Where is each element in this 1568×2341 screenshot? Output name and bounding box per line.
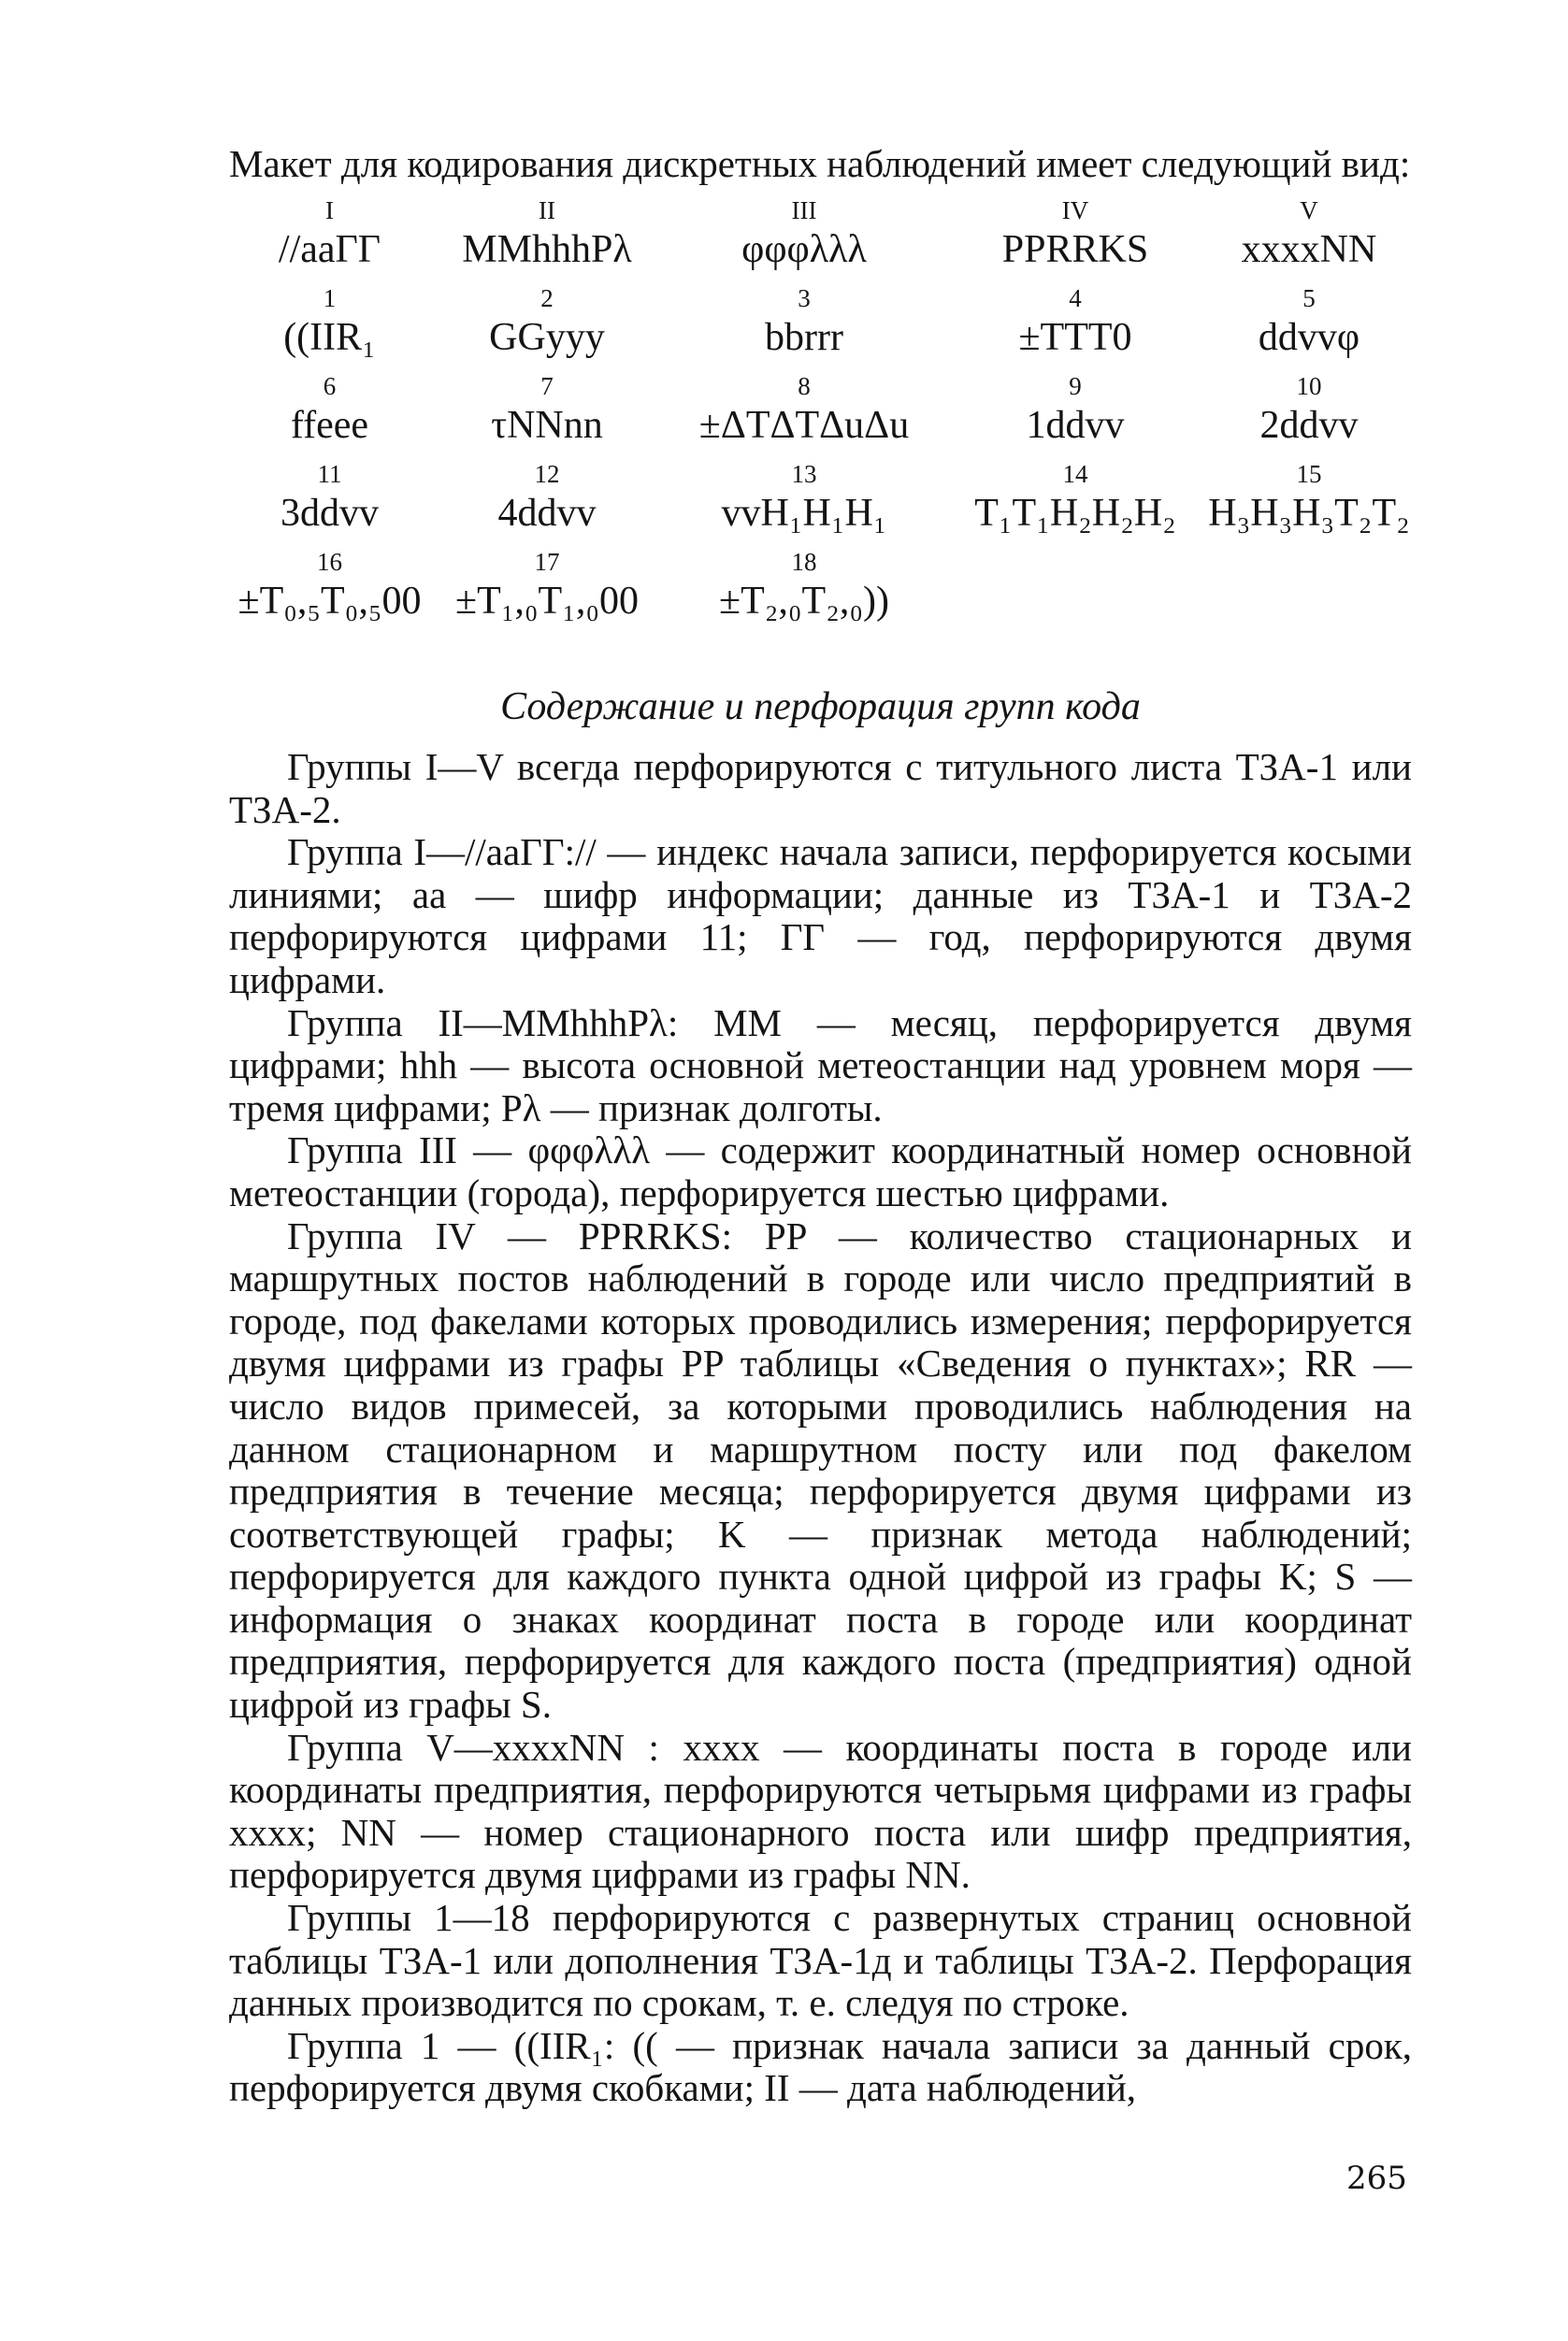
layout-code: PPRRKS <box>1001 228 1149 271</box>
layout-number-row <box>229 282 1412 314</box>
layout-code: φφφλλλ <box>741 228 867 271</box>
paragraph: Группы I—V всегда перфорируются с титульного листа ТЗА-1 или ТЗА-2. <box>229 745 1412 831</box>
section-title: Содержание и перфорация групп кода <box>500 685 1141 728</box>
layout-number: 12 <box>534 460 560 488</box>
layout-code: 4ddvv <box>497 492 597 535</box>
layout-number: I <box>325 196 334 224</box>
layout-code: bbrrr <box>765 316 843 359</box>
layout-code: 1ddvv <box>1026 404 1125 447</box>
layout-number: 14 <box>1062 460 1088 488</box>
layout-code: //ааГГ <box>278 228 381 271</box>
layout-number: 15 <box>1296 460 1322 488</box>
layout-code: ddvvφ <box>1258 316 1360 359</box>
layout-number-row <box>229 194 1412 226</box>
paragraph: Группы 1—18 перфорируются с развернутых страниц основной таблицы ТЗА-1 или дополнения ТЗА-1д и таблицы ТЗА-2. Перфорация данных производится по срокам, т. е. следуя по строке. <box>229 1896 1412 2025</box>
paragraph: Группа II—MMhhhPλ: MM — месяц, перфорируется двумя цифрами; hhh — высота основной метеостанции над уровнем моря — тремя цифрами; Pλ — признак долготы. <box>229 1000 1412 1129</box>
intro-text: Макет для кодирования дискретных наблюдений имеет следующий вид: <box>229 142 1411 185</box>
layout-number: 2 <box>540 284 554 312</box>
layout-number: 3 <box>798 284 811 312</box>
layout-code: τNNnn <box>491 404 603 447</box>
layout-code: xxxxNN <box>1241 228 1377 271</box>
layout-code <box>944 578 1206 634</box>
layout-number <box>1206 546 1412 578</box>
paragraph: Группа III — φφφλλλ — содержит координатный номер основной метеостанции (города), перфорируется шестью цифрами. <box>229 1128 1412 1214</box>
layout-number: 5 <box>1302 284 1316 312</box>
layout-number: V <box>1300 196 1318 224</box>
layout-number: 18 <box>791 548 817 576</box>
layout-code: H₃H₃H₃T₂T₂ <box>1208 492 1410 535</box>
layout-number: 8 <box>798 372 811 400</box>
layout-number-row <box>229 458 1412 490</box>
paragraph: Группа V—xxxxNN : xxxx — координаты поста в городе или координаты предприятия, перфорируются четырьмя цифрами из графы xxxx; NN — номер стационарного поста или шифр предприятия, перфорируется двумя цифрами из графы NN. <box>229 1725 1412 1897</box>
layout-code: ±TTT0 <box>1018 316 1132 359</box>
layout-code: ±T₂,₀T₂,₀)) <box>719 580 889 623</box>
layout-code: ±T₀,₅T₀,₅00 <box>237 580 422 623</box>
layout-code-row <box>229 226 1412 282</box>
layout-number: 4 <box>1069 284 1082 312</box>
layout-number-row <box>229 370 1412 402</box>
layout-number: 6 <box>323 372 337 400</box>
layout-code-row <box>229 578 1412 634</box>
layout-number: 7 <box>540 372 554 400</box>
paragraph: Группа I—//ааГГ:// — индекс начала записи, перфорируется косыми линиями; аа — шифр информации; данные из ТЗА-1 и ТЗА-2 перфорируются цифрами 11; ГГ — год, перфорируются двумя цифрами. <box>229 830 1412 1001</box>
layout-number <box>944 546 1206 578</box>
layout-code: vvH₁H₁H₁ <box>721 492 887 535</box>
layout-code: ±T₁,₀T₁,₀00 <box>455 580 639 623</box>
layout-number: 9 <box>1069 372 1082 400</box>
layout-number-row <box>229 546 1412 578</box>
layout-number: III <box>791 196 817 224</box>
layout-code: T₁T₁H₂H₂H₂ <box>974 492 1176 535</box>
coding-layout <box>229 194 1412 634</box>
layout-number: 11 <box>317 460 342 488</box>
layout-number: 10 <box>1296 372 1322 400</box>
layout-code: GGyyy <box>489 316 605 359</box>
layout-code: MMhhhPλ <box>462 228 632 271</box>
layout-code-row <box>229 490 1412 546</box>
layout-number: II <box>539 196 555 224</box>
page-number: 265 <box>1346 2160 1407 2197</box>
layout-number: 17 <box>534 548 560 576</box>
page-content <box>229 140 1412 2110</box>
paragraph: Группа 1 — ((IIR₁: (( — признак начала записи за данный срок, перфорируется двумя скобками; II — дата наблюдений, <box>229 2023 1412 2110</box>
layout-code: ffeee <box>290 404 369 447</box>
layout-number: 1 <box>323 284 337 312</box>
layout-code-row <box>229 402 1412 458</box>
layout-code: ((IIR₁ <box>283 316 376 359</box>
layout-code <box>1206 578 1412 634</box>
layout-code: 3ddvv <box>281 492 379 535</box>
layout-code: 2ddvv <box>1259 404 1359 447</box>
paragraph: Группа IV — PPRRKS: PP — количество стационарных и маршрутных постов наблюдений в городе или число предприятий в городе, под факелами которых проводились измерения; перфорируется двумя цифрами из графы PP таблицы «Сведения о пунктах»; RR — число видов примесей, за которыми проводились наблюдения на данном стационарном и маршрутном посту или под факелом предприятия в течение месяца; перфорируется двумя цифрами из соответствующей графы; K — признак метода наблюдений; перфорируется для каждого пункта одной цифрой из графы K; S — информация о знаках координат поста в городе или координат предприятия, перфорируется для каждого поста (предприятия) одной цифрой из графы S. <box>229 1214 1412 1727</box>
layout-number: 13 <box>791 460 817 488</box>
layout-code-row <box>229 314 1412 370</box>
layout-number: 16 <box>317 548 342 576</box>
layout-code: ±ΔTΔTΔuΔu <box>698 404 910 447</box>
layout-number: IV <box>1061 196 1089 224</box>
